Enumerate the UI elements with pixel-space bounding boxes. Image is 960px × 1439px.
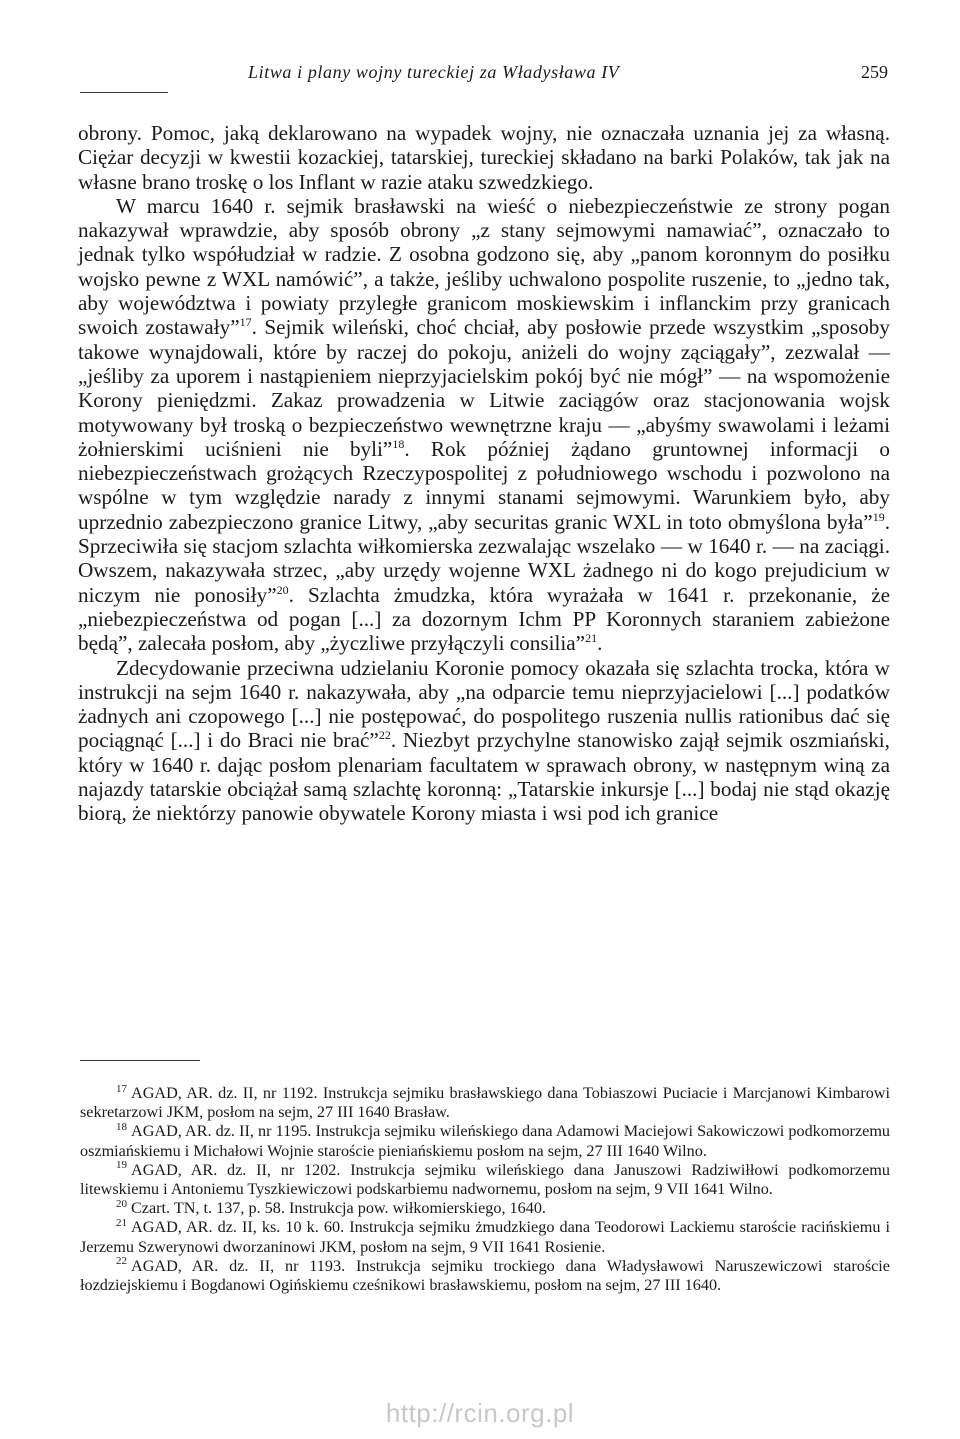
page-number: 259	[861, 62, 888, 82]
main-text	[78, 121, 890, 826]
footnote-ref: 20	[276, 582, 289, 597]
text-run: . Szlachta żmudzka, która wyrażała w 1641 r. przekonanie, że „niebezpieczeństwa od pogan [...] za dozornym Ichm PP Koronnych staraniem zabieżone będą”, zalecała posłom, aby „życzliwe przyłączyli consilia”	[78, 582, 891, 656]
footnote	[80, 1122, 890, 1160]
footnote-number: 17	[116, 1082, 127, 1095]
text-run: . Sprzeciwiła się stacjom szlachta wiłkomierska zezwalając wszelako — w 1640 r. — na zaciągi. Owszem, nakazywała strzec, „aby urzędy wojenne WXL żadnego ni do kogo prejudicium w niczym nie ponosiły”	[78, 509, 890, 607]
footnote	[80, 1084, 890, 1122]
footnote-text: AGAD, AR. dz. II, nr 1202. Instrukcja sejmiku wileńskiego dana Januszowi Radziwiłłowi podkomorzemu litewskiemu i Antoniemu Tyszkiewiczowi podskarbiemu nadwornemu, posłom na sejm, 9 VII 1641 Wilno.	[80, 1160, 890, 1199]
footnote-text: AGAD, AR. dz. II, nr 1193. Instrukcja sejmiku trockiego dana Władysławowi Naruszewiczowi staroście łozdziejskiemu i Bogdanowi Ogińskiemu cześnikowi brasławskiemu, posłom na sejm, 27 III 1640.	[80, 1256, 890, 1295]
paragraph	[78, 121, 890, 194]
footnote	[80, 1199, 890, 1218]
footnote-ref: 21	[585, 631, 598, 646]
footnote-ref: 18	[392, 436, 405, 451]
footnote	[80, 1257, 890, 1295]
footnote-rule	[80, 1060, 200, 1061]
watermark-link[interactable]: http://rcin.org.pl	[385, 1398, 575, 1428]
text-run: . Sejmik wileński, choć chciał, aby posłowie przede wszystkim „sposoby takowe wynajdowali, które by raczej do pokoju, aniżeli do wojny ząciągały”, zezwalał — „jeśliby za uporem i nastąpieniem nieprzyjacielskim pokój być nie mógł” — na wspomożenie Korony pieniędzmi. Zakaz prowadzenia w Litwie zaciągów oraz stacjonowania wojsk motywowany był troską o bezpieczeństwo wewnętrzne kraju — „abyśmy swawolami i leżami żołnierskimi uciśnieni nie byli”	[78, 315, 890, 461]
footnote	[80, 1218, 890, 1256]
footnote-number: 20	[116, 1197, 127, 1210]
footnote-text: AGAD, AR. dz. II, nr 1192. Instrukcja sejmiku brasławskiego dana Tobiaszowi Puciacie i Marcjanowi Kimbarowi sekretarzowi JKM, posłom na sejm, 27 III 1640 Brasław.	[80, 1084, 890, 1122]
footnote-text: Czart. TN, t. 137, p. 58. Instrukcja pow. wiłkomierskiego, 1640.	[131, 1199, 546, 1218]
text-run: . Rok później żądano gruntownej informacji o niebezpieczeństwach grożących Rzeczypospolitej z południowego wschodu i pozwolono na wspólne w tym względzie narady z innymi stanami sejmowymi. Warunkiem było, aby uprzednio zabezpieczono granice Litwy, „aby securitas granic WXL in toto obmyślona była”	[78, 436, 890, 534]
text-run: W marcu 1640 r. sejmik brasławski na wieść o niebezpieczeństwie ze strony pogan nakazywał wprawdzie, aby sposób obrony „z stany sejmowymi namawiać”, oznaczało to jednak tylko współudział w radzie. Z osobna godzono się, aby „panom koronnym do posiłku wojsko pewne z WXL namówić”, a także, jeśliby uchwalono pospolite ruszenie, to „jedno tak, aby województwa i powiaty przyległe granicom moskiewskim i inflanckim przy granicach swoich zostawały”	[78, 193, 890, 340]
header-rule	[80, 92, 168, 93]
footnote-text: AGAD, AR. dz. II, ks. 10 k. 60. Instrukcja sejmiku żmudzkiego dana Teodorowi Lackiemu staroście racińskiemu i Jerzemu Szwerynowi dworzaninowi JKM, posłom na sejm, 9 VII 1641 Rosienie.	[80, 1218, 890, 1256]
footnotes	[80, 1084, 890, 1295]
footnote-number: 21	[116, 1217, 127, 1230]
paragraph	[78, 656, 890, 826]
text-run: .	[597, 631, 603, 656]
text-run: obrony. Pomoc, jaką deklarowano na wypadek wojny, nie oznaczała uznania jej za własną. Ciężar decyzji w kwestii kozackiej, tatarskiej, tureckiej składano na barki Polaków, tak jak na własne brano troskę o los Inflant w razie ataku szwedzkiego.	[78, 121, 890, 194]
footnote-ref: 22	[378, 728, 391, 743]
footnote	[80, 1161, 890, 1199]
footnote-ref: 19	[872, 509, 885, 524]
text-run: . Niezbyt przychylne stanowisko zajął sejmik oszmiański, który w 1640 r. dając posłom plenariam facultatem w sprawach obrony, w następnym winą za najazdy tatarskie obciążał samą szlachtę koronną: „Tatarskie inkursje [...] bodaj nie stąd okazję biorą, że niektórzy panowie obywatele Korony miasta i wsi pod ich granice	[78, 728, 890, 826]
footnote-text: AGAD, AR. dz. II, nr 1195. Instrukcja sejmiku wileńskiego dana Adamowi Maciejowi Sakowiczowi podkomorzemu oszmiańskiemu i Michałowi Wojnie staroście pieniańskiemu posłom na sejm, 27 III 1640 Wilno.	[80, 1122, 890, 1160]
page-header	[80, 62, 888, 88]
footnote-number: 19	[116, 1159, 127, 1172]
paragraph	[78, 194, 890, 656]
running-title: Litwa i plany wojny tureckiej za Władysława IV	[248, 62, 620, 82]
footnote-number: 18	[116, 1121, 127, 1134]
footnote-number: 22	[116, 1255, 127, 1268]
footnote-ref: 17	[239, 315, 252, 330]
text-run: Zdecydowanie przeciwna udzielaniu Koronie pomocy okazała się szlachta trocka, która w instrukcji na sejm 1640 r. nakazywała, aby „na odparcie temu nieprzyjacielowi [...] podatków żadnych ani czopowego [...] nie postępować, do pospolitego ruszenia nullis rationibus dać się pociągnąć [...] i do Braci nie brać”	[78, 655, 890, 753]
